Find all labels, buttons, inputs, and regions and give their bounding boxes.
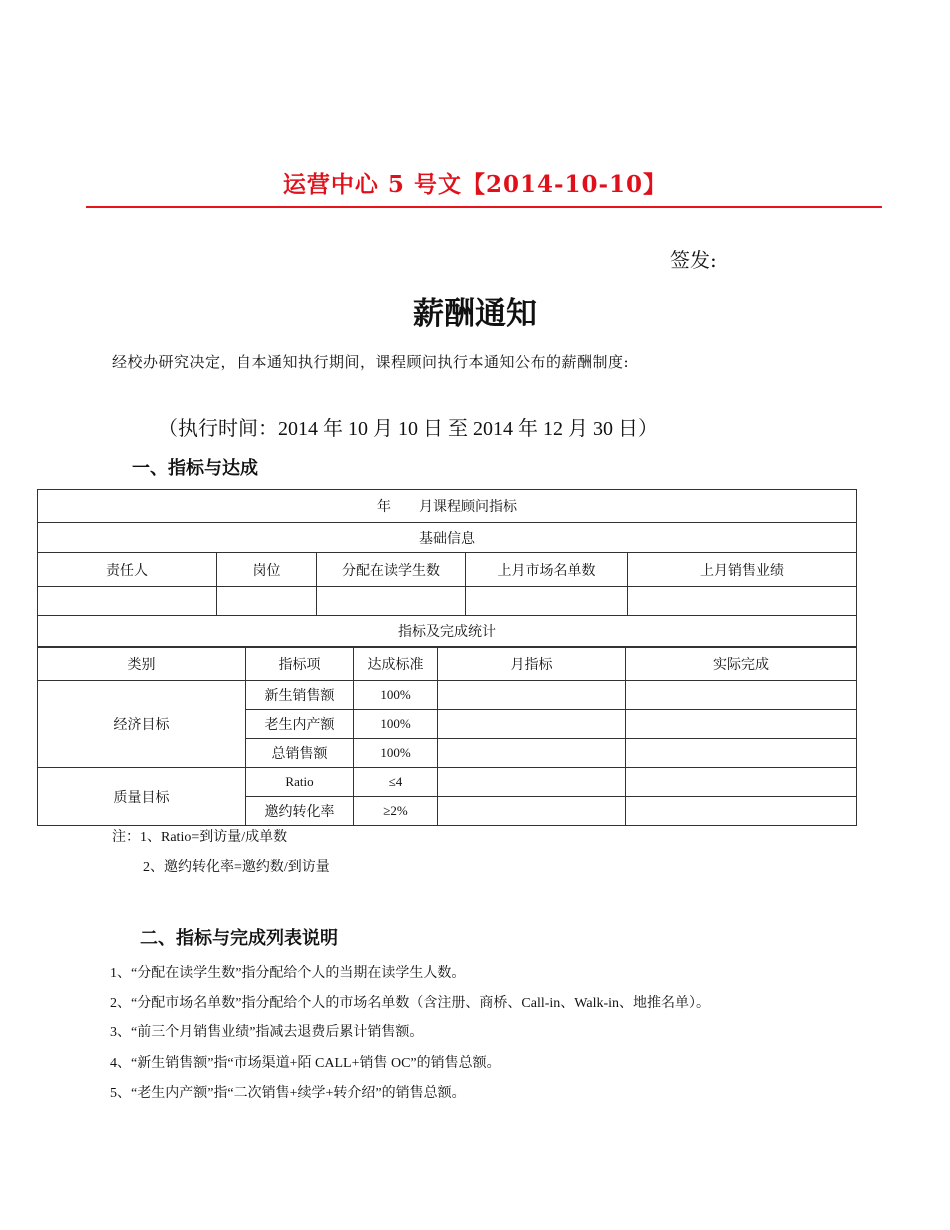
execution-period: （执行时间：2014 年 10 月 10 日 至 2014 年 12 月 30 日） [158,418,658,440]
indicator-item: 邀约转化率 [246,797,354,826]
standard-cell: 100% [354,681,438,710]
table-cell [626,797,857,826]
table-row [38,648,857,681]
list-item: 5、“老生内产额”指“二次销售+续学+转介绍”的销售总额。 [110,1086,466,1101]
category-cell: 质量目标 [38,768,246,826]
table-row [38,553,857,587]
note-ratio: 注：1、Ratio=到访量/成单数 [112,830,288,845]
table-cell [626,710,857,739]
column-header: 月指标 [438,648,626,681]
standard-cell: ≥2% [354,797,438,826]
table-cell [626,681,857,710]
signoff-label: 签发: [670,248,717,272]
header-divider [86,206,882,208]
table-cell [317,587,466,616]
table-cell [628,587,857,616]
table-row [38,681,857,710]
column-header: 指标项 [246,648,354,681]
table-cell [38,587,217,616]
list-item: 2、“分配市场名单数”指分配给个人的市场名单数（含注册、商桥、Call-in、Walk-in、地推名单）。 [110,996,711,1011]
table-row [38,490,857,523]
table-row [38,523,857,553]
table-cell [438,768,626,797]
table-cell [438,739,626,768]
table-cell [438,797,626,826]
section-heading-targets: 一、指标与达成 [132,458,258,479]
column-header: 分配在读学生数 [317,553,466,587]
table-row [38,587,857,616]
indicator-item: 新生销售额 [246,681,354,710]
column-header: 岗位 [217,553,317,587]
column-header: 上月市场名单数 [466,553,628,587]
table-cell [438,681,626,710]
standard-cell: ≤4 [354,768,438,797]
table-cell [626,768,857,797]
section-heading-explanations: 二、指标与完成列表说明 [140,928,338,949]
indicator-item: Ratio [246,768,354,797]
column-header: 达成标准 [354,648,438,681]
standard-cell: 100% [354,739,438,768]
table-row [38,768,857,797]
note-conversion: 2、邀约转化率=邀约数/到访量 [143,860,330,875]
list-item: 1、“分配在读学生数”指分配给个人的当期在读学生人数。 [110,966,466,981]
intro-paragraph: 经校办研究决定，自本通知执行期间，课程顾问执行本通知公布的薪酬制度: [112,353,630,371]
table-cell [217,587,317,616]
header-title: 运营中心 5 号文【2014-10-10】 [282,171,668,198]
table-cell [626,739,857,768]
table-cell [466,587,628,616]
column-header: 实际完成 [626,648,857,681]
column-header: 责任人 [38,553,217,587]
stats-heading: 指标及完成统计 [38,616,857,647]
table-title: 年 月课程顾问指标 [38,490,857,523]
column-header: 类别 [38,648,246,681]
indicator-item: 老生内产额 [246,710,354,739]
document-title: 薪酬通知 [413,296,537,332]
list-item: 3、“前三个月销售业绩”指减去退费后累计销售额。 [110,1025,424,1040]
basic-info-heading: 基础信息 [38,523,857,553]
basic-info-table [37,489,857,647]
standard-cell: 100% [354,710,438,739]
indicator-item: 总销售额 [246,739,354,768]
indicator-table [37,647,857,826]
table-row [38,616,857,647]
list-item: 4、“新生销售额”指“市场渠道+陌 CALL+销售 OC”的销售总额。 [110,1056,501,1071]
category-cell: 经济目标 [38,681,246,768]
table-cell [438,710,626,739]
column-header: 上月销售业绩 [628,553,857,587]
